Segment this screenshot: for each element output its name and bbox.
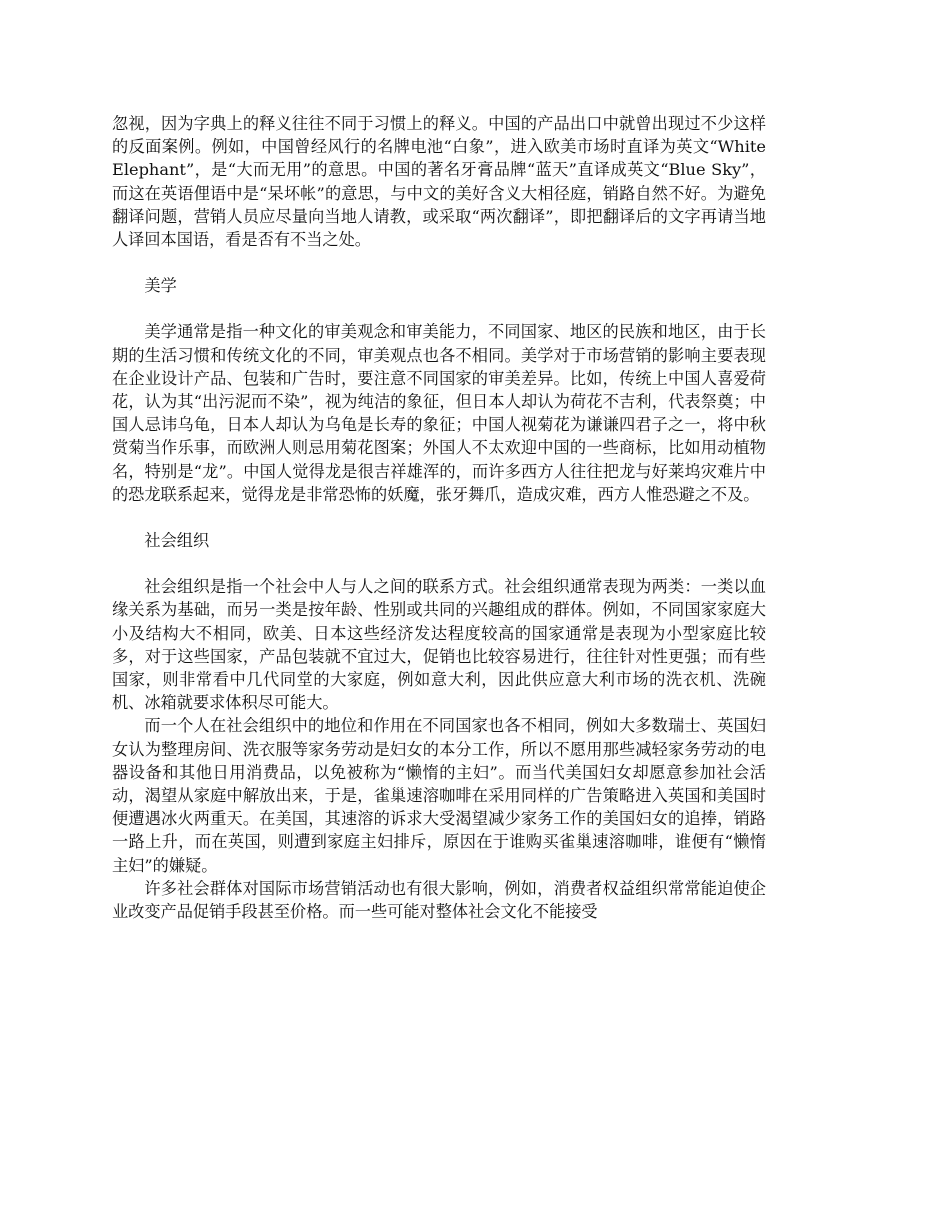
paragraph-gap — [112, 506, 766, 529]
paragraph-social-organization: 社会组织是指一个社会中人与人之间的联系方式。社会组织通常表现为两类：一类以血缘关系为基础，而另一类是按年龄、性别或共同的兴趣组成的群体。例如，不同国家家庭大小及结构大不相同，欧美、日本这些经济发达程度较高的国家通常是表现为小型家庭比较多，对于这些国家，产品包装就不宜过大，促销也比较容易进行，往往针对性更强；而有些国家，则非常看中几代同堂的大家庭，例如意大利，因此供应意大利市场的洗衣机、洗碗机、冰箱就要求体积尽可能大。 — [112, 577, 766, 713]
paragraph-gap — [112, 251, 766, 274]
document-page — [112, 112, 766, 923]
paragraph-gap — [112, 297, 766, 320]
paragraph-translation-cases: 忽视，因为字典上的释义往往不同于习惯上的释义。中国的产品出口中就曾出现过不少这样的反面案例。例如，中国曾经风行的名牌电池“白象”，进入欧美市场时直译为英文“White Elephant”，是“大而无用”的意思。中国的著名牙膏品牌“蓝天”直译成英文“Blue Sky”，而这在英语俚语中是“呆坏帐”的意思，与中文的美好含义大相径庭，销路自然不好。为避免翻译问题，营销人员应尽量向当地人请教，或采取“两次翻译”，即把翻译后的文字再请当地人译回本国语，看是否有不当之处。 — [112, 114, 766, 250]
paragraph-social-role: 而一个人在社会组织中的地位和作用在不同国家也各不相同，例如大多数瑞士、英国妇女认为整理房间、洗衣服等家务劳动是妇女的本分工作，所以不愿用那些减轻家务劳动的电器设备和其他日用消费品，以免被称为“懒惰的主妇”。而当代美国妇女却愿意参加社会活动，渴望从家庭中解放出来，于是，雀巢速溶咖啡在采用同样的广告策略进入英国和美国时便遭遇冰火两重天。在美国，其速溶的诉求大受渴望减少家务工作的美国妇女的追捧，销路一路上升，而在英国，则遭到家庭主妇排斥，原因在于谁购买雀巢速溶咖啡，谁便有“懒惰主妇”的嫌疑。 — [112, 716, 766, 875]
section-heading-social-organization: 社会组织 — [144, 531, 210, 551]
section-heading-aesthetics: 美学 — [144, 276, 177, 296]
paragraph-gap — [112, 552, 766, 575]
paragraph-aesthetics: 美学通常是指一种文化的审美观念和审美能力，不同国家、地区的民族和地区，由于长期的生活习惯和传统文化的不同，审美观点也各不相同。美学对于市场营销的影响主要表现在企业设计产品、包装和广告时，要注意不同国家的审美差异。比如，传统上中国人喜爱荷花，认为其“出污泥而不染”，视为纯洁的象征，但日本人却认为荷花不吉利，代表祭奠；中国人忌讳乌龟，日本人却认为乌龟是长寿的象征；中国人视菊花为谦谦四君子之一，将中秋赏菊当作乐事，而欧洲人则忌用菊花图案；外国人不太欢迎中国的一些商标，比如用动植物名，特别是“龙”。中国人觉得龙是很吉祥雄浑的，而许多西方人往往把龙与好莱坞灾难片中的恐龙联系起来，觉得龙是非常恐怖的妖魔，张牙舞爪，造成灾难，西方人惟恐避之不及。 — [112, 322, 766, 504]
paragraph-social-groups: 许多社会群体对国际市场营销活动也有很大影响，例如，消费者权益组织常常能迫使企业改变产品促销手段甚至价格。而一些可能对整体社会文化不能接受 — [112, 878, 766, 922]
